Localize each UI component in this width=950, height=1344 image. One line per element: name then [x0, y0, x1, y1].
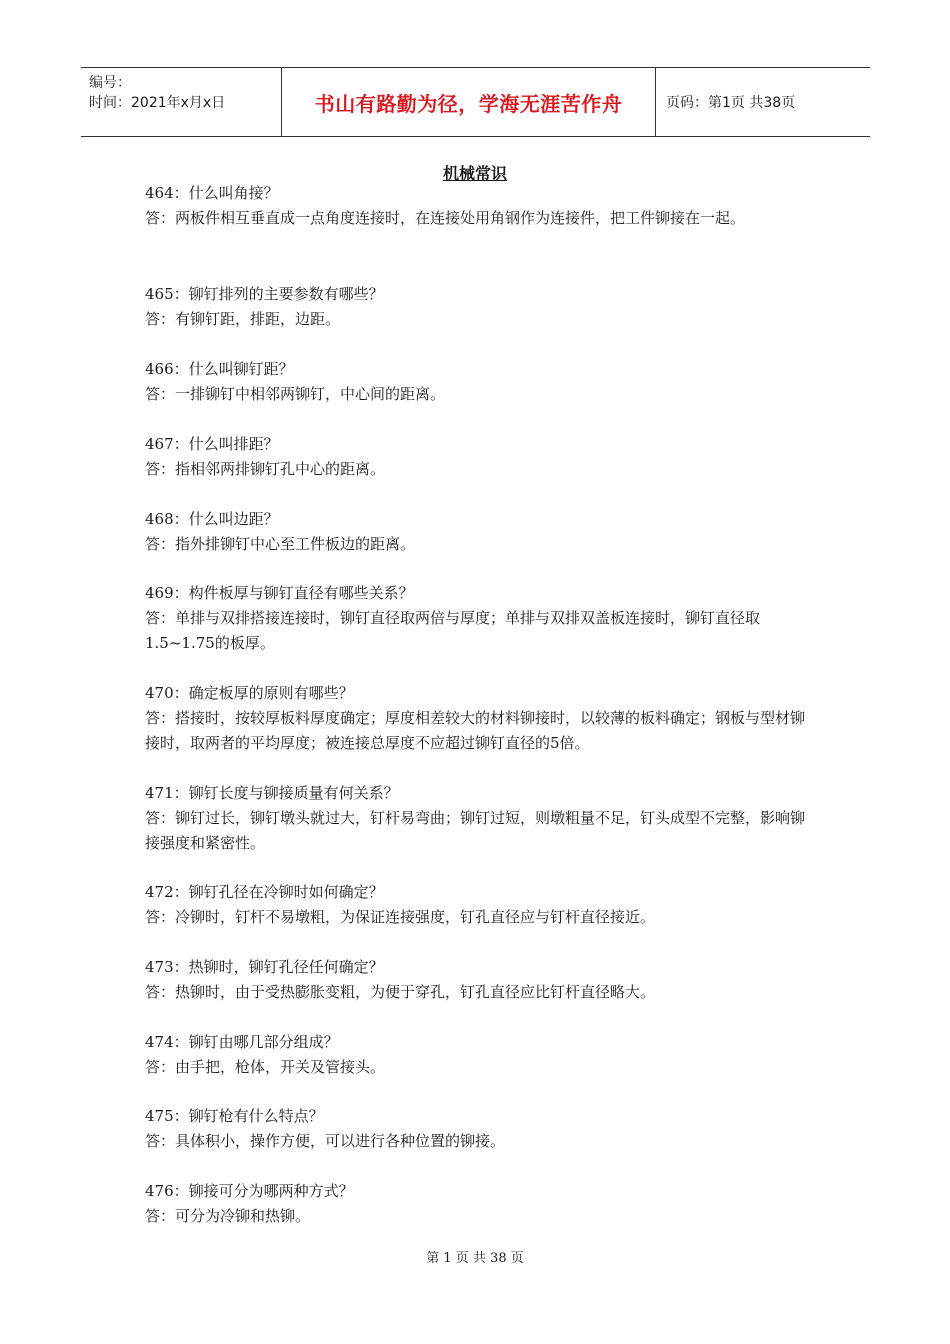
question: 465：铆钉排列的主要参数有哪些？	[145, 285, 384, 303]
answer: 答：两板件相互垂直成一点角度连接时，在连接处用角钢作为连接件，把工件铆接在一起。	[145, 209, 746, 227]
qa-item	[145, 681, 817, 756]
qa-item	[145, 181, 817, 231]
qa-item	[145, 781, 817, 856]
qa-item	[145, 1104, 817, 1154]
qa-item	[145, 1030, 817, 1080]
question: 472：铆钉孔径在冷铆时如何确定？	[145, 883, 384, 901]
answer: 答：铆钉过长，铆钉墩头就过大，钉杆易弯曲；铆钉过短，则墩粗量不足，钉头成型不完整，影响铆接强度和紧密性。	[145, 809, 806, 852]
question: 470：确定板厚的原则有哪些？	[145, 684, 354, 702]
answer: 答：搭接时，按较厚板料厚度确定；厚度相差较大的材料铆接时，以较薄的板料确定；钢板与型材铆接时，取两者的平均厚度；被连接总厚度不应超过铆钉直径的5倍。	[145, 709, 806, 752]
qa-item	[145, 357, 817, 407]
answer: 答：冷铆时，钉杆不易墩粗，为保证连接强度，钉孔直径应与钉杆直径接近。	[145, 908, 656, 926]
qa-item	[145, 581, 817, 656]
question: 469：构件板厚与铆钉直径有哪些关系？	[145, 584, 414, 602]
answer: 答：指外排铆钉中心至工件板边的距离。	[145, 535, 416, 553]
question: 467：什么叫排距？	[145, 435, 279, 453]
answer: 答：由手把，枪体，开关及管接头。	[145, 1058, 386, 1076]
answer: 答：单排与双排搭接连接时，铆钉直径取两倍与厚度；单排与双排双盖板连接时，铆钉直径取1.5~1.75的板厚。	[145, 609, 761, 652]
document-title: 机械常识	[442, 164, 507, 183]
header-motto-cell	[281, 68, 656, 136]
answer: 答：可分为冷铆和热铆。	[145, 1207, 311, 1225]
qa-item	[145, 432, 817, 482]
qa-item	[145, 880, 817, 930]
answer: 答：一排铆钉中相邻两铆钉，中心间的距离。	[145, 385, 446, 403]
qa-item	[145, 507, 817, 557]
question: 475：铆钉枪有什么特点？	[145, 1107, 324, 1125]
answer: 答：具体积小，操作方便，可以进行各种位置的铆接。	[145, 1132, 506, 1150]
question: 464：什么叫角接？	[145, 184, 279, 202]
document-number-label: 编号：	[89, 75, 131, 91]
answer: 答：有铆钉距，排距，边距。	[145, 310, 341, 328]
document-date: 时间：2021年x月x日	[89, 95, 226, 111]
question: 474：铆钉由哪几部分组成？	[145, 1033, 339, 1051]
question: 473：热铆时，铆钉孔径任何确定？	[145, 958, 384, 976]
qa-item	[145, 955, 817, 1005]
header-page-cell	[656, 68, 870, 136]
question: 476：铆接可分为哪两种方式？	[145, 1182, 354, 1200]
qa-item	[145, 1179, 817, 1229]
page-header	[81, 67, 870, 137]
motto: 书山有路勤为径，学海无涯苦作舟	[314, 91, 623, 116]
page-info: 页码：第1页 共38页	[666, 95, 796, 111]
page-footer: 第 1 页 共 38 页	[426, 1251, 524, 1266]
qa-item	[145, 282, 817, 332]
question: 466：什么叫铆钉距？	[145, 360, 294, 378]
header-meta	[81, 68, 281, 136]
question: 471：铆钉长度与铆接质量有何关系？	[145, 784, 399, 802]
answer: 答：指相邻两排铆钉孔中心的距离。	[145, 460, 386, 478]
answer: 答：热铆时，由于受热膨胀变粗，为便于穿孔，钉孔直径应比钉杆直径略大。	[145, 983, 656, 1001]
question: 468：什么叫边距？	[145, 510, 279, 528]
